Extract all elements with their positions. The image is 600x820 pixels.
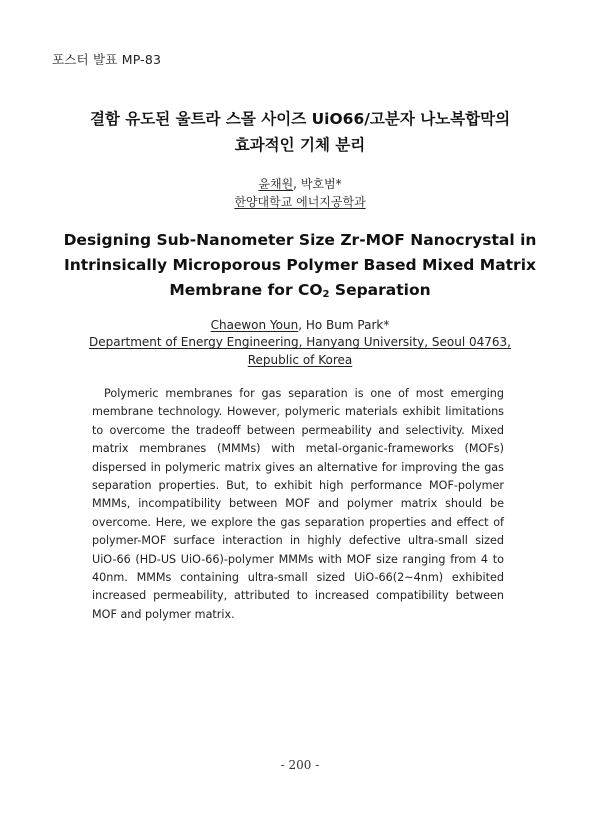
korean-title-line-1: 결함 유도된 울트라 스몰 사이즈 UiO66/고분자 나노복합막의 (89, 110, 511, 128)
english-affiliation-line-1: Department of Energy Engineering, Hanyang University, Seoul 04763, (89, 335, 511, 349)
abstract-text: Polymeric membranes for gas separation is one of most emerging membrane technology. However, polymeric materials exhibit limitations to overcome the tradeoff between permeability and selectivity. Mixed matrix membranes (MMMs) with metal-organic-frameworks (MOFs) dispersed in polymeric matrix gives an alternative for improving the gas separation properties. But, to exhibit high performance MOF-polymer MMMs, incompatibility between MOF and polymer matrix should be overcome. Here, we explore the gas separation properties and effect of polymer-MOF surface interaction in highly defective ultra-small sized UiO-66 (HD-US UiO-66)-polymer MMMs with MOF size ranging from 4 to 40nm. MMMs containing ultra-small sized UiO-66(2~4nm) exhibited increased permeability, attributed to increased compatibility between MOF and polymer matrix. (92, 387, 504, 621)
korean-title-line-2: 효과적인 기체 분리 (234, 136, 366, 154)
english-title-line-3-pre: Membrane for CO (169, 281, 323, 299)
english-title (40, 228, 560, 307)
english-author-1: Chaewon Youn (210, 318, 299, 332)
english-author-2: Ho Bum Park* (305, 318, 390, 332)
english-author-separator: , (298, 318, 306, 332)
english-title-subscript: 2 (322, 289, 330, 300)
korean-author-separator: , (293, 177, 301, 191)
english-title-line-3-post: Separation (329, 281, 431, 299)
korean-affiliation (0, 193, 600, 212)
english-title-line-2: Intrinsically Microporous Polymer Based Mixed Matrix (63, 256, 537, 274)
korean-author-1: 윤채원 (258, 177, 294, 191)
korean-authors (0, 175, 600, 194)
session-label: 포스터 발표 MP-83 (52, 52, 162, 67)
english-authors (0, 316, 600, 334)
page-number: - 200 - (280, 758, 320, 772)
korean-affiliation-text: 한양대학교 에너지공학과 (234, 195, 366, 209)
english-affiliation (60, 333, 540, 369)
english-title-line-1: Designing Sub-Nanometer Size Zr-MOF Nanocrystal in (63, 231, 537, 249)
english-affiliation-line-2: Republic of Korea (247, 353, 353, 367)
korean-author-2: 박호범* (300, 177, 342, 191)
english-title-line-3 (40, 278, 560, 307)
korean-title (40, 106, 560, 158)
